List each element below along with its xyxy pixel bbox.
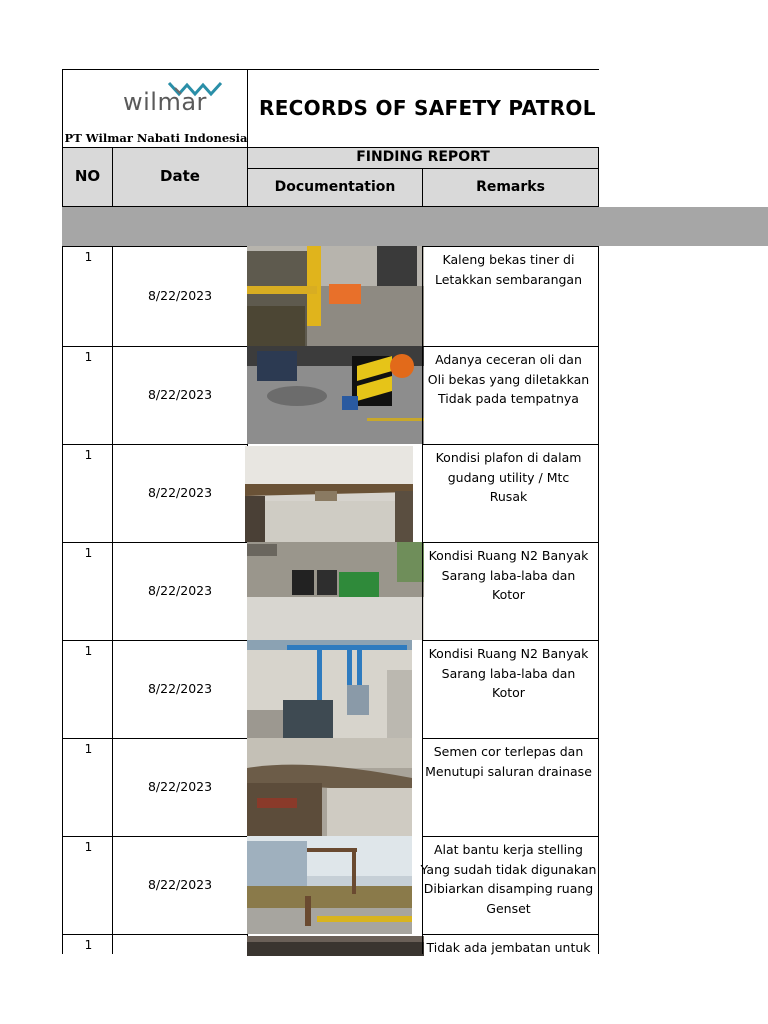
row-date: 8/22/2023: [147, 779, 213, 794]
remarks-line: Yang sudah tidak digunakan: [420, 861, 597, 877]
cell-documentation: [247, 346, 423, 444]
cell-no: [62, 542, 113, 640]
remarks-line: Kondisi Ruang N2 Banyak: [428, 548, 589, 563]
documentation-photo: [247, 738, 412, 836]
documentation-photo: [245, 446, 413, 542]
logo-cell: [62, 69, 248, 148]
row-date: 8/22/2023: [147, 583, 213, 598]
remarks-line: Kondisi plafon di dalam: [435, 450, 582, 465]
section-divider-bar: [62, 207, 768, 246]
cell-documentation: [247, 246, 423, 346]
row-number: 1: [84, 938, 93, 952]
column-header-remarks: [422, 168, 599, 207]
table-row: [62, 738, 598, 836]
column-header-date: [112, 147, 248, 207]
cell-no: [62, 346, 113, 444]
table-row: [62, 640, 598, 738]
documentation-photo: [247, 936, 424, 956]
cell-documentation: [247, 444, 423, 542]
remarks-line: gudang utility / Mtc: [447, 469, 570, 485]
cell-no: [62, 640, 113, 738]
cell-documentation: [247, 836, 423, 934]
page-title: RECORDS OF SAFETY PATROL: [259, 96, 596, 120]
remarks-text: [419, 742, 598, 781]
remarks-text: [419, 644, 598, 703]
remarks-line: Sarang laba-laba dan: [441, 665, 576, 681]
row-number: 1: [84, 742, 93, 756]
cell-date: [112, 836, 248, 934]
row-date: 8/22/2023: [147, 681, 213, 696]
row-date: 8/22/2023: [147, 485, 213, 500]
cell-remarks: [422, 444, 599, 542]
remarks-text: [419, 350, 598, 409]
cell-documentation: [247, 640, 423, 738]
cell-no: [62, 738, 113, 836]
table-row: [62, 542, 598, 640]
cell-documentation: [247, 542, 423, 640]
documentation-photo: [247, 346, 424, 444]
column-header-date-label: Date: [160, 167, 200, 185]
company-name: PT Wilmar Nabati Indonesia: [64, 131, 248, 145]
remarks-line: Kondisi Ruang N2 Banyak: [428, 646, 589, 661]
documentation-photo: [247, 836, 412, 934]
row-number: 1: [84, 546, 93, 560]
cell-date: [112, 640, 248, 738]
cell-date: [112, 346, 248, 444]
table-row: [62, 934, 598, 954]
cell-remarks: [422, 640, 599, 738]
documentation-photo: [247, 542, 424, 640]
row-date: 8/22/2023: [147, 877, 213, 892]
remarks-text: [419, 250, 598, 289]
remarks-line: Kotor: [492, 685, 525, 700]
company-logo-text: wilmar: [123, 88, 207, 116]
remarks-line: Oli bekas yang diletakkan: [427, 371, 590, 387]
remarks-line: Rusak: [489, 489, 528, 504]
row-number: 1: [84, 350, 93, 364]
table-row: [62, 346, 598, 444]
column-header-no-label: NO: [74, 167, 101, 185]
documentation-photo: [247, 246, 424, 346]
row-number: 1: [84, 644, 93, 658]
remarks-line: Letakkan sembarangan: [434, 271, 583, 287]
table-row: [62, 444, 598, 542]
remarks-text: [419, 448, 598, 507]
title-cell: [247, 69, 599, 148]
cell-date: [112, 444, 248, 542]
remarks-text: [419, 938, 598, 958]
cell-remarks: [422, 246, 599, 346]
documentation-label: Documentation: [274, 179, 396, 195]
row-number: 1: [84, 448, 93, 462]
remarks-line: Tidak ada jembatan untuk: [426, 940, 591, 955]
cell-documentation: [247, 738, 423, 836]
remarks-line: Menutupi saluran drainase: [425, 763, 592, 779]
cell-date: [112, 542, 248, 640]
finding-report-label: FINDING REPORT: [356, 149, 490, 165]
table-row: [62, 836, 598, 934]
row-date: 8/22/2023: [147, 387, 213, 402]
cell-date: [112, 934, 248, 954]
column-header-no: [62, 147, 113, 207]
cell-date: [112, 246, 248, 346]
remarks-line: Alat bantu kerja stelling: [434, 842, 583, 857]
cell-remarks: [422, 542, 599, 640]
cell-remarks: [422, 934, 599, 954]
cell-no: [62, 934, 113, 954]
documentation-photo: [247, 640, 412, 738]
cell-no: [62, 246, 113, 346]
column-header-finding-report: [247, 147, 599, 169]
row-date: 8/22/2023: [147, 288, 213, 303]
cell-no: [62, 836, 113, 934]
remarks-line: Genset: [486, 900, 531, 916]
remarks-line: Tidak pada tempatnya: [438, 391, 579, 406]
row-number: 1: [84, 840, 93, 854]
cell-remarks: [422, 346, 599, 444]
cell-documentation: [247, 934, 423, 954]
remarks-text: [419, 546, 598, 605]
remarks-line: Sarang laba-laba dan: [441, 567, 576, 583]
row-number: 1: [84, 250, 93, 264]
remarks-line: Adanya ceceran oli dan: [435, 352, 582, 367]
report-header: [62, 69, 598, 207]
cell-remarks: [422, 738, 599, 836]
remarks-text: [419, 840, 598, 918]
remarks-line: Kaleng bekas tiner di: [442, 252, 575, 267]
table-row: [62, 246, 598, 346]
cell-no: [62, 444, 113, 542]
remarks-line: Semen cor terlepas dan: [433, 744, 584, 759]
remarks-line: Kotor: [492, 587, 525, 602]
remarks-line: Dibiarkan disamping ruang: [423, 881, 594, 896]
column-header-documentation: [247, 168, 423, 207]
cell-remarks: [422, 836, 599, 934]
cell-date: [112, 738, 248, 836]
remarks-label: Remarks: [476, 179, 545, 195]
